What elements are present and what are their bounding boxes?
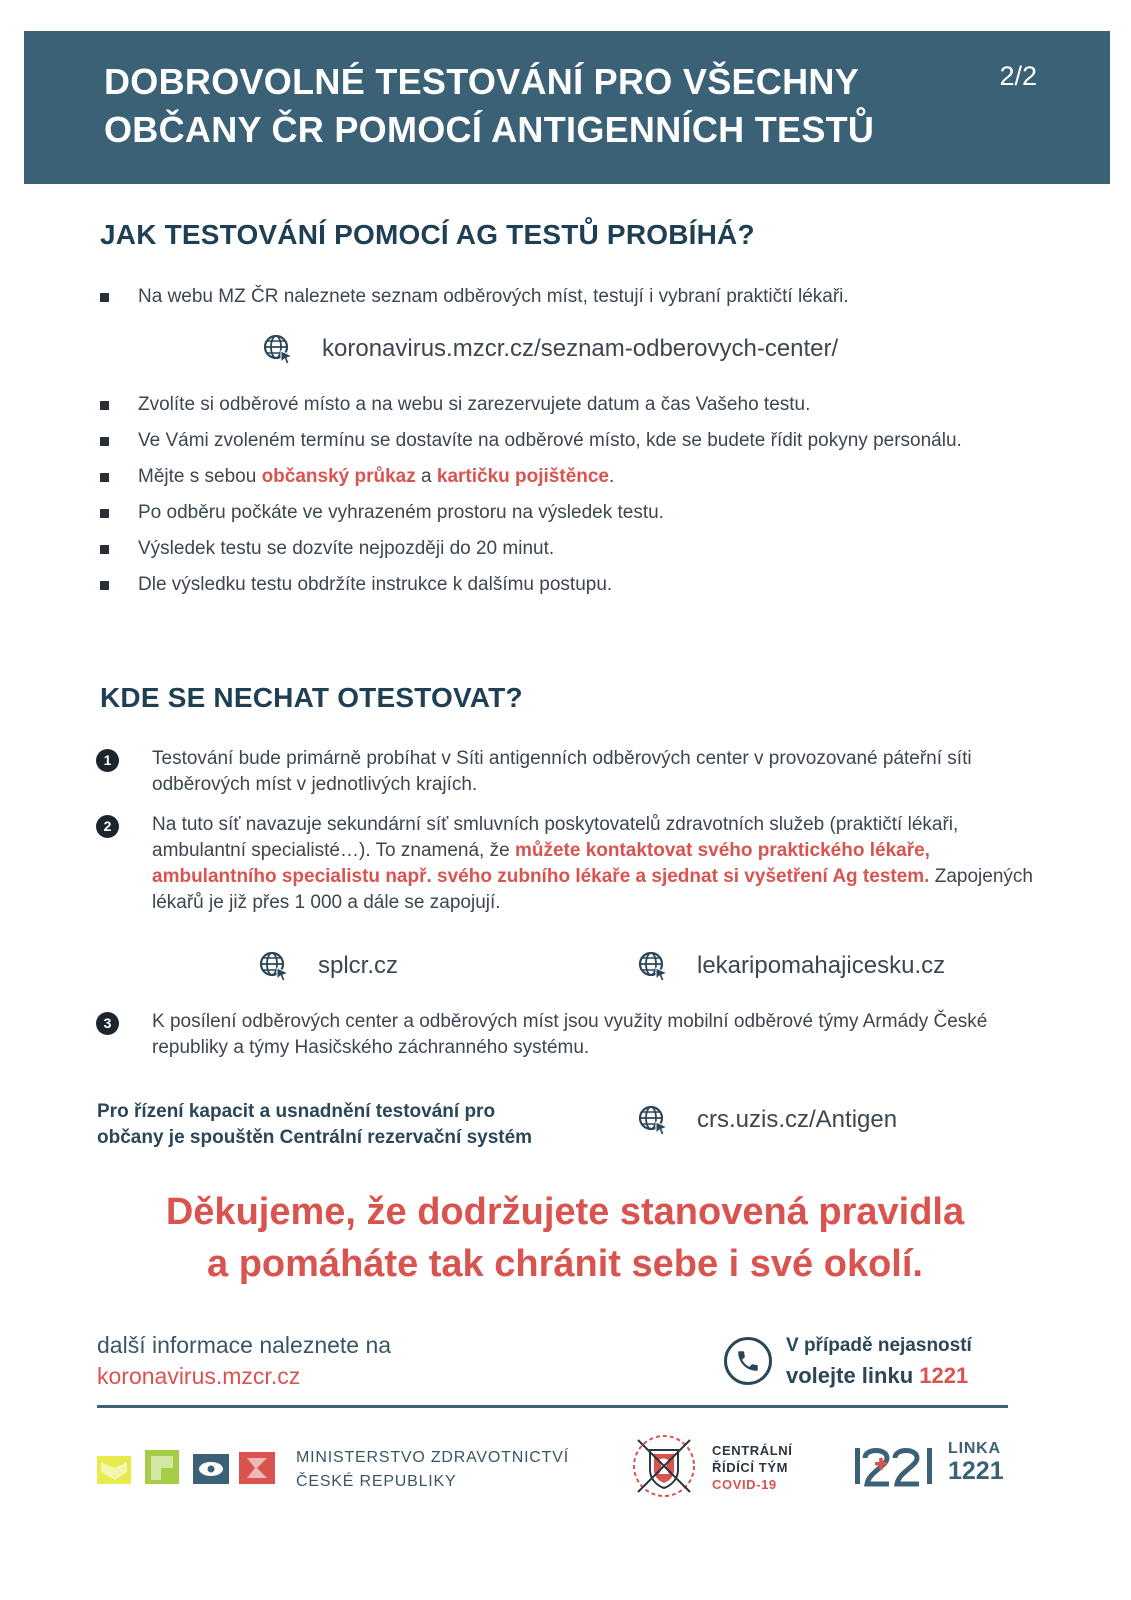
list-item	[96, 746, 1036, 798]
list-item-text: Testování bude primárně probíhat v Síti antigenních odběrových center v provozované páteřní síti odběrových míst v jednotlivých krajích.	[152, 748, 972, 795]
documents-post: .	[609, 466, 615, 487]
section-heading-how: JAK TESTOVÁNÍ POMOCÍ AG TESTŮ PROBÍHÁ?	[100, 219, 755, 250]
list-item: Po odběru počkáte ve vyhrazeném prostoru na výsledek testu.	[100, 499, 1035, 526]
number-badge: 2	[96, 815, 119, 838]
page-title-line1: DOBROVOLNÉ TESTOVÁNÍ PRO VŠECHNY	[104, 61, 860, 102]
list-item: Zvolíte si odběrové místo a na webu si zarezervujete datum a čas Vašeho testu.	[100, 391, 1035, 418]
crs-label-line2: občany je spouštěn Centrální rezervační systém	[97, 1127, 533, 1148]
thanks-message	[60, 1186, 1070, 1290]
list-item-documents	[100, 463, 1035, 490]
link-text[interactable]: splcr.cz	[318, 952, 399, 979]
phone-icon	[724, 1337, 772, 1385]
contact-line2	[786, 1361, 972, 1391]
more-info	[97, 1330, 391, 1392]
linka-number: 1221	[948, 1457, 1004, 1485]
thanks-line1: Děkujeme, že dodržujete stanovená pravidla	[165, 1191, 965, 1233]
link-odberova-centra[interactable]	[262, 333, 838, 365]
page-number: 2/2	[999, 61, 1037, 91]
list-item: Ve Vámi zvoleném termínu se dostavíte na odběrové místo, kde se budete řídit pokyny personálu.	[100, 427, 1035, 454]
list-item	[96, 812, 1036, 916]
hotline-number: 1221	[919, 1363, 969, 1388]
list-item-text: K posílení odběrových center a odběrových míst jsou využity mobilní odběrové týmy Armády České republiky a týmy Hasičského záchranného systému.	[152, 1011, 988, 1058]
bullet-list-steps	[100, 391, 1035, 598]
globe-cursor-icon	[637, 950, 669, 982]
contact-text	[786, 1331, 972, 1391]
page-title	[104, 58, 944, 154]
crt-line1: CENTRÁLNÍ	[712, 1443, 793, 1458]
list-item: Výsledek testu se dozvíte nejpozději do 20 minut.	[100, 535, 1035, 562]
crt-name	[712, 1442, 793, 1493]
contact-hotline	[724, 1331, 972, 1391]
crs-label	[97, 1099, 597, 1151]
contact-line2-pre: volejte linku	[786, 1363, 920, 1388]
bullet-list-intro	[100, 283, 1035, 310]
ministry-name	[296, 1446, 569, 1494]
list-item-text-pre: Na tuto síť navazuje sekundární síť smluvních poskytovatelů zdravotních služeb (praktičtí lékaři, ambulantní specialisté…). To znamená, že	[152, 814, 959, 861]
linka-1221-logo-icon	[853, 1444, 939, 1488]
crt-line3: COVID-19	[712, 1477, 777, 1492]
numbered-list-mobile	[96, 1009, 1036, 1061]
documents-pre: Mějte s sebou	[138, 466, 262, 487]
footer-divider	[97, 1405, 1008, 1408]
link-text[interactable]: crs.uzis.cz/Antigen	[697, 1106, 898, 1133]
id-card-text: občanský průkaz	[261, 466, 416, 487]
linka-text	[948, 1440, 1004, 1484]
insurance-card-text: kartičku pojištěnce	[436, 466, 609, 487]
link-text[interactable]: koronavirus.mzcr.cz/seznam-odberovych-center/	[322, 335, 839, 362]
link-crs[interactable]	[637, 1104, 897, 1136]
crt-emblem-icon	[628, 1430, 700, 1502]
ministry-line2: ČESKÉ REPUBLIKY	[296, 1473, 457, 1490]
thanks-line2: a pomáháte tak chránit sebe i své okolí.	[207, 1243, 923, 1285]
section-heading-where: KDE SE NECHAT OTESTOVAT?	[100, 682, 523, 713]
crt-line2: ŘÍDÍCÍ TÝM	[712, 1460, 789, 1475]
link-splcr[interactable]	[258, 950, 398, 982]
number-badge: 1	[96, 749, 119, 772]
list-item: Dle výsledku testu obdržíte instrukce k dalšímu postupu.	[100, 571, 1035, 598]
contact-line1: V případě nejasností	[786, 1335, 972, 1356]
header-band	[24, 31, 1110, 184]
number-badge: 3	[96, 1012, 119, 1035]
globe-cursor-icon	[262, 333, 294, 365]
ministry-logo-icon	[97, 1450, 277, 1486]
list-item: Na webu MZ ČR naleznete seznam odběrových míst, testují i vybraní praktičtí lékaři.	[100, 283, 1035, 310]
numbered-list-where	[96, 746, 1036, 916]
documents-mid: a	[415, 466, 437, 487]
link-text[interactable]: lekaripomahajicesku.cz	[697, 952, 946, 979]
list-item-text-post: Zapojených lékařů je již přes 1 000 a dále se zapojují.	[152, 866, 1033, 913]
globe-cursor-icon	[258, 950, 290, 982]
linka-label: LINKA	[948, 1440, 1001, 1457]
footer	[0, 1430, 1131, 1510]
more-info-text: další informace naleznete na	[97, 1332, 392, 1358]
crs-label-line1: Pro řízení kapacit a usnadnění testování pro	[97, 1101, 496, 1122]
list-item-text-highlight: můžete kontaktovat svého praktického lékaře, ambulantního specialistu např. svého zubního lékaře a sjednat si vyšetření Ag testem.	[152, 840, 930, 887]
list-item	[96, 1009, 1036, 1061]
page-title-line2: OBČANY ČR POMOCÍ ANTIGENNÍCH TESTŮ	[104, 109, 875, 150]
globe-cursor-icon	[637, 1104, 669, 1136]
link-lekaripomahajicesku[interactable]	[637, 950, 945, 982]
more-info-link[interactable]: koronavirus.mzcr.cz	[97, 1363, 301, 1389]
ministry-line1: MINISTERSTVO ZDRAVOTNICTVÍ	[296, 1449, 569, 1466]
